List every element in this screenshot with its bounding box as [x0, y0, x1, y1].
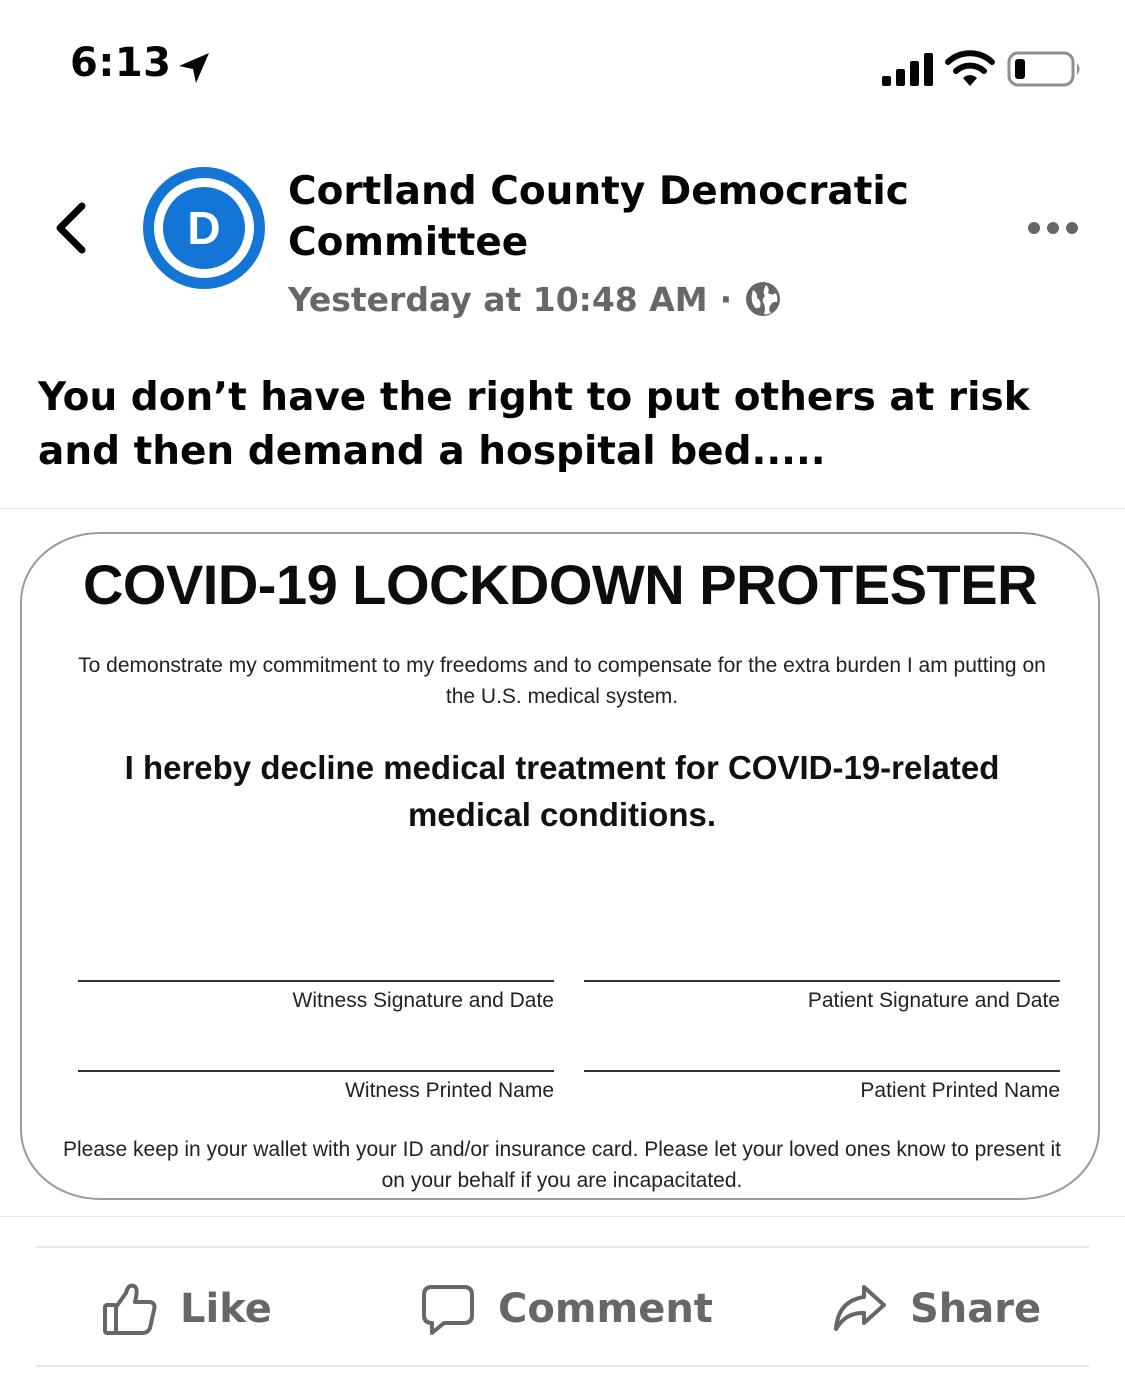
signal-icon — [880, 52, 936, 86]
avatar[interactable] — [143, 167, 265, 289]
card-intro: To demonstrate my commitment to my freedoms and to compensate for the extra burden I am putting on the U.S. medical system. — [78, 654, 1046, 708]
comment-label: Comment — [498, 1286, 713, 1332]
status-time: 6:13 — [70, 40, 172, 86]
like-button[interactable] — [102, 1276, 272, 1342]
witness-name-label: Witness Printed Name — [345, 1079, 554, 1102]
post-timestamp[interactable]: Yesterday at 10:48 AM — [288, 279, 708, 319]
post-text: You don’t have the right to put others at risk and then demand a hospital bed..... — [38, 375, 1030, 474]
comment-button[interactable] — [420, 1276, 713, 1342]
card-title: COVID-19 LOCKDOWN PROTESTER — [82, 553, 1038, 616]
witness-signature-label: Witness Signature and Date — [292, 989, 554, 1012]
back-chevron-icon[interactable] — [48, 200, 92, 256]
battery-icon — [1007, 50, 1083, 88]
share-button[interactable] — [832, 1276, 1041, 1342]
status-bar — [0, 0, 1125, 130]
witness-name-line — [78, 1070, 554, 1072]
location-arrow-icon — [176, 50, 212, 86]
witness-signature-line — [78, 980, 554, 982]
avatar-letter: D — [187, 202, 221, 254]
actions-divider — [36, 1365, 1089, 1367]
post-image-card[interactable] — [20, 532, 1100, 1200]
comment-icon — [420, 1281, 476, 1337]
share-label: Share — [910, 1286, 1042, 1332]
share-icon — [832, 1281, 888, 1337]
patient-name-line — [584, 1070, 1060, 1072]
patient-signature-label: Patient Signature and Date — [807, 989, 1060, 1012]
globe-icon — [744, 280, 782, 318]
wifi-icon — [945, 48, 995, 88]
more-icon[interactable] — [1026, 218, 1080, 238]
patient-name-label: Patient Printed Name — [860, 1079, 1060, 1102]
meta-separator: · — [719, 279, 733, 319]
like-label: Like — [180, 1286, 272, 1332]
divider — [0, 1216, 1125, 1217]
like-icon — [102, 1281, 158, 1337]
card-declaration: I hereby decline medical treatment for COVID-19-related medical conditions. — [124, 749, 1000, 833]
patient-signature-line — [584, 980, 1060, 982]
post-meta — [288, 276, 782, 322]
page-name[interactable]: Cortland County Democratic Committee — [288, 169, 909, 265]
actions-divider — [36, 1246, 1089, 1248]
card-footer: Please keep in your wallet with your ID and/or insurance card. Please let your loved ones know to present it on your behalf if you are incapacitated. — [62, 1138, 1062, 1192]
divider — [0, 508, 1125, 509]
